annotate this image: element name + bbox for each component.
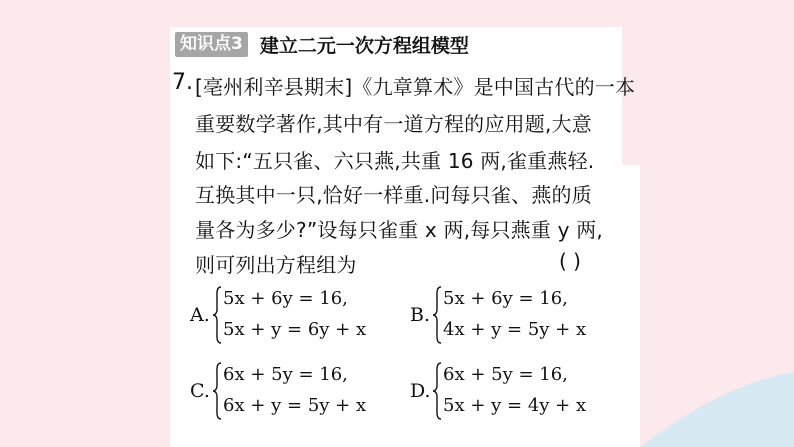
option-b[interactable] <box>410 286 620 346</box>
knowledge-point-header <box>175 31 469 57</box>
option-b-equation-1: 5x + 6y = 16, <box>443 288 568 309</box>
knowledge-point-title: 建立二元一次方程组模型 <box>259 34 469 57</box>
option-d[interactable] <box>410 362 620 422</box>
question-line-4: 互换其中一只,恰好一样重.问每只雀、燕的质 <box>195 183 592 207</box>
answer-blank[interactable]: ( ) <box>559 249 581 273</box>
option-c-label: C. <box>190 380 210 402</box>
option-b-equation-2: 4x + y = 5y + x <box>443 319 587 340</box>
question-line-5: 量各为多少?”设每只雀重 x 两,每只燕重 y 两, <box>195 218 603 242</box>
brace-icon <box>212 362 222 420</box>
option-c[interactable] <box>190 362 400 422</box>
question-line-2: 重要数学著作,其中有一道方程的应用题,大意 <box>195 112 592 136</box>
option-b-label: B. <box>410 304 431 326</box>
option-a[interactable] <box>190 286 400 346</box>
option-a-equation-2: 5x + y = 6y + x <box>223 319 367 340</box>
brace-icon <box>212 286 222 344</box>
option-c-equation-1: 6x + 5y = 16, <box>223 364 348 385</box>
option-a-label: A. <box>190 304 210 326</box>
question-line-1: [亳州利辛县期末]《九章算术》是中国古代的一本 <box>195 75 636 99</box>
option-d-equation-2: 5x + y = 4y + x <box>443 395 587 416</box>
option-c-equation-2: 6x + y = 5y + x <box>223 395 367 416</box>
brace-icon <box>432 362 442 420</box>
brace-icon <box>432 286 442 344</box>
question-line-3: 如下:“五只雀、六只燕,共重 16 两,雀重燕轻. <box>195 149 595 173</box>
knowledge-point-badge: 知识点3 <box>175 32 248 57</box>
option-a-equation-1: 5x + 6y = 16, <box>223 288 348 309</box>
question-number: 7. <box>172 70 193 95</box>
option-d-label: D. <box>410 380 431 402</box>
option-d-equation-1: 6x + 5y = 16, <box>443 364 568 385</box>
question-line-6: 则可列出方程组为 <box>195 253 357 277</box>
